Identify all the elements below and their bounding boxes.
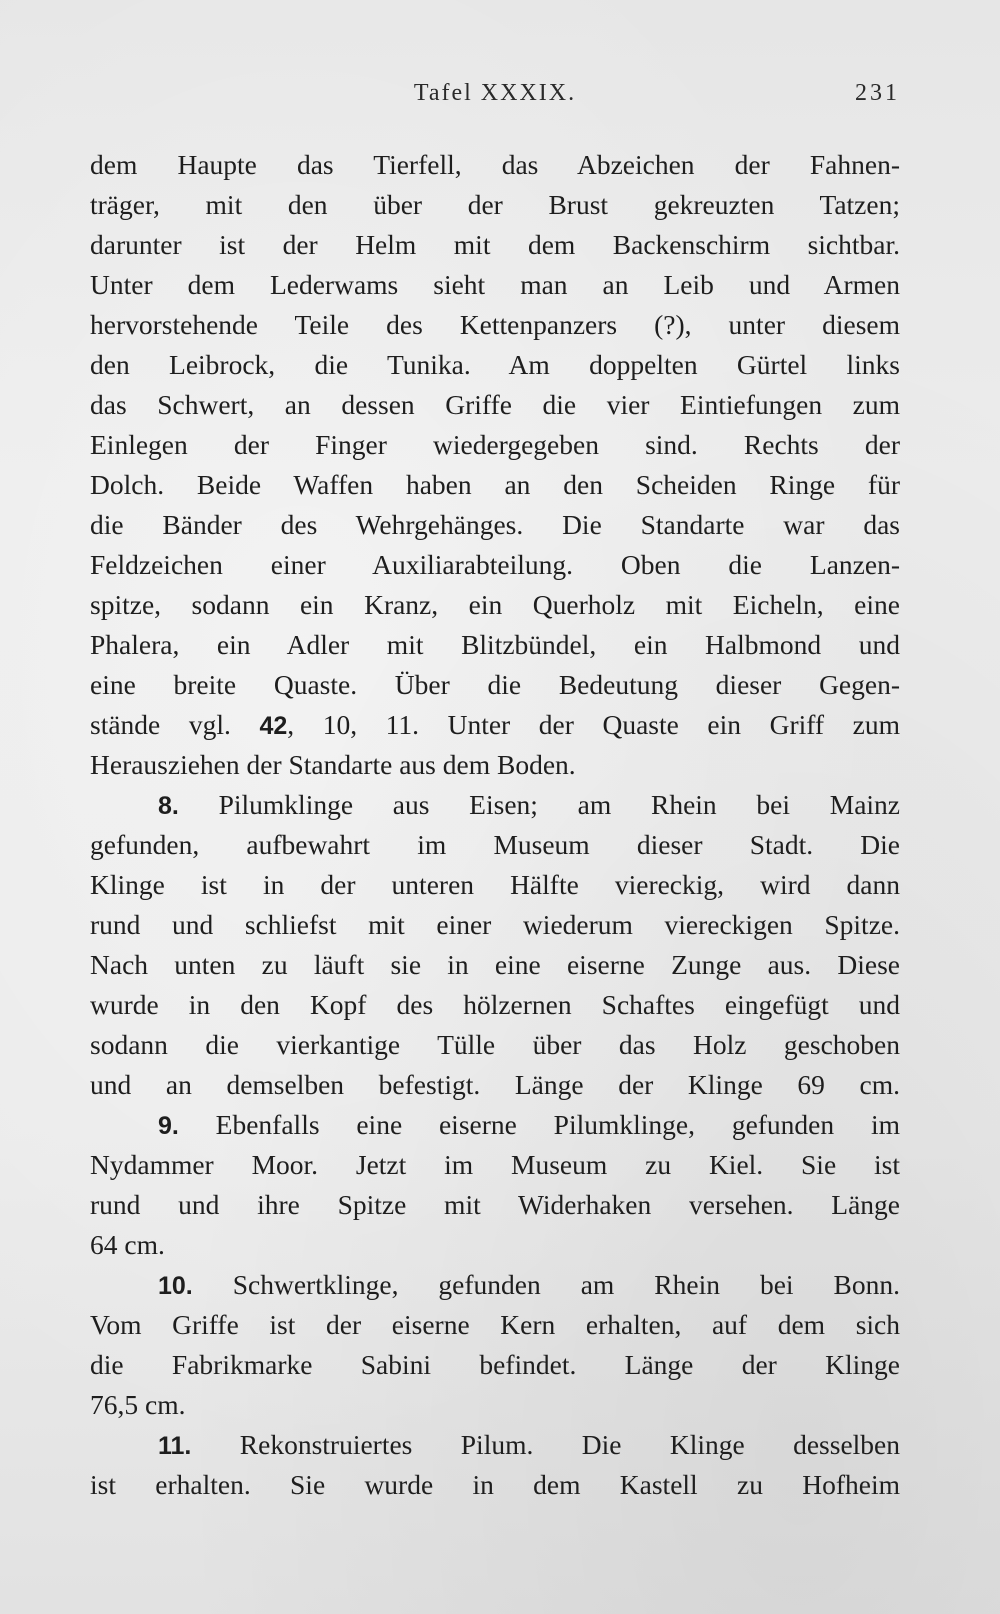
text-line: 64 cm. <box>90 1229 165 1260</box>
text-line: die Fabrikmarke Sabini befindet. Länge der Klinge <box>90 1349 900 1380</box>
text-line: Dolch. Beide Waffen haben an den Scheiden Ringe für <box>90 469 900 500</box>
text-segment: , 10, 11. Unter der Quaste ein Griff zum <box>287 709 900 740</box>
body-text <box>90 145 900 1505</box>
item-8-first-line <box>90 785 900 825</box>
text-line: Herausziehen der Standarte aus dem Boden. <box>90 749 576 780</box>
text-segment: Schwertklinge, gefunden am Rhein bei Bonn. <box>192 1269 900 1300</box>
text-segment: stände vgl. <box>90 709 260 740</box>
running-title: Tafel XXXIX. <box>413 80 577 106</box>
plate-reference: 42 <box>259 712 288 740</box>
item-number: 11. <box>158 1432 192 1460</box>
text-segment: Pilumklinge aus Eisen; am Rhein bei Mainz <box>178 789 900 820</box>
text-line: wurde in den Kopf des hölzernen Schaftes eingefügt und <box>90 989 900 1020</box>
text-line: Nach unten zu läuft sie in eine eiserne Zunge aus. Diese <box>90 949 900 980</box>
text-line: sodann die vierkantige Tülle über das Holz geschoben <box>90 1029 900 1060</box>
text-line: Vom Griffe ist der eiserne Kern erhalten, auf dem sich <box>90 1309 900 1340</box>
text-segment: Rekonstruiertes Pilum. Die Klinge desselben <box>191 1429 900 1460</box>
text-line: Klinge ist in der unteren Hälfte viereckig, wird dann <box>90 869 900 900</box>
text-line: das Schwert, an dessen Griffe die vier Eintiefungen zum <box>90 389 900 420</box>
text-line: hervorstehende Teile des Kettenpanzers (?), unter diesem <box>90 309 900 340</box>
item-10-first-line <box>90 1265 900 1305</box>
text-line <box>90 705 900 745</box>
item-11-first-line <box>90 1425 900 1465</box>
text-line: Feldzeichen einer Auxiliarabteilung. Oben die Lanzen- <box>90 549 900 580</box>
text-line: Unter dem Lederwams sieht man an Leib und Armen <box>90 269 900 300</box>
text-line: 76,5 cm. <box>90 1389 186 1420</box>
text-line: ist erhalten. Sie wurde in dem Kastell zu Hofheim <box>90 1469 900 1500</box>
text-line: rund und schliefst mit einer wiederum viereckigen Spitze. <box>90 909 900 940</box>
text-line: Nydammer Moor. Jetzt im Museum zu Kiel. Sie ist <box>90 1149 900 1180</box>
text-line: träger, mit den über der Brust gekreuzten Tatzen; <box>90 189 900 220</box>
item-number: 9. <box>158 1112 179 1140</box>
text-line: gefunden, aufbewahrt im Museum dieser Stadt. Die <box>90 829 900 860</box>
item-number: 10. <box>158 1272 193 1300</box>
text-line: und an demselben befestigt. Länge der Klinge 69 cm. <box>90 1069 900 1100</box>
text-line: den Leibrock, die Tunika. Am doppelten Gürtel links <box>90 349 900 380</box>
item-number: 8. <box>158 792 179 820</box>
text-line: eine breite Quaste. Über die Bedeutung dieser Gegen- <box>90 669 900 700</box>
page-number: 231 <box>855 80 900 106</box>
page-header <box>90 80 900 116</box>
text-line: Einlegen der Finger wiedergegeben sind. Rechts der <box>90 429 900 460</box>
text-segment: Ebenfalls eine eiserne Pilumklinge, gefunden im <box>178 1109 900 1140</box>
text-line: darunter ist der Helm mit dem Backenschirm sichtbar. <box>90 229 900 260</box>
text-line: rund und ihre Spitze mit Widerhaken versehen. Länge <box>90 1189 900 1220</box>
text-line: Phalera, ein Adler mit Blitzbündel, ein Halbmond und <box>90 629 900 660</box>
text-line: dem Haupte das Tierfell, das Abzeichen der Fahnen- <box>90 149 900 180</box>
text-line: spitze, sodann ein Kranz, ein Querholz mit Eicheln, eine <box>90 589 900 620</box>
item-9-first-line <box>90 1105 900 1145</box>
text-line: die Bänder des Wehrgehänges. Die Standarte war das <box>90 509 900 540</box>
